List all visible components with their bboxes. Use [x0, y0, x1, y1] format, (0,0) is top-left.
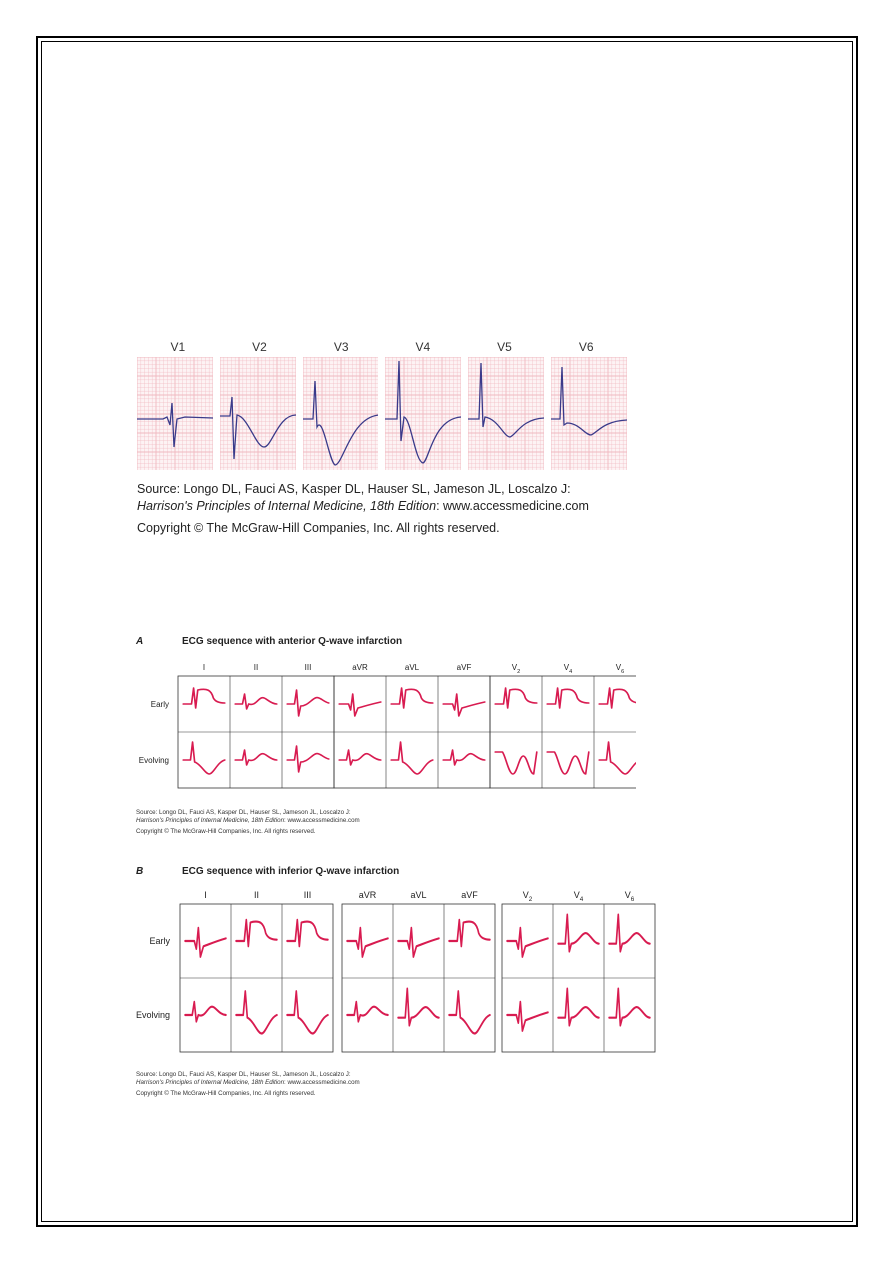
ecg-trace: [398, 989, 439, 1026]
ecg-trace: [449, 920, 490, 946]
row-label: Early: [149, 936, 170, 946]
ecg-trace: [495, 688, 537, 708]
ecg-trace: [507, 1002, 548, 1031]
ecg-trace: [443, 750, 485, 765]
lead-label: V2: [252, 340, 267, 354]
lead-label: V5: [497, 340, 512, 354]
lead-label: aVL: [404, 663, 420, 672]
ecg-trace: [391, 742, 433, 774]
ecg-panel-v2: [220, 357, 296, 470]
ecg-trace: [599, 688, 636, 708]
lead-label: $V_2$: [522, 890, 533, 903]
ecg-panel-v5: [468, 357, 544, 470]
ecg-trace: [236, 991, 277, 1033]
lead-label: aVR: [358, 890, 377, 900]
figure1-source: Source: Longo DL, Fauci AS, Kasper DL, Hauser SL, Jameson JL, Loscalzo J: Harrison's Principles of Internal Medicine, 18th Edition: www.accessmedicine.com: [137, 482, 589, 513]
lead-label: I: [202, 663, 206, 672]
lead-label: aVF: [456, 663, 472, 672]
ecg-trace: [398, 928, 439, 957]
ecg-trace: [599, 742, 636, 774]
ecg-panel-v3: [303, 357, 379, 470]
ecg-panel-v1: [137, 357, 213, 470]
ecg-trace: [235, 694, 277, 709]
figure1-copyright: Copyright © The McGraw-Hill Companies, Inc. All rights reserved.: [137, 521, 500, 535]
lead-label: V3: [333, 340, 349, 354]
ecg-trace: [236, 920, 277, 946]
ecg-trace: [558, 915, 599, 952]
ecg-trace: [287, 690, 329, 716]
ecg-trace: [185, 1002, 226, 1022]
lead-label: III: [304, 663, 312, 672]
ecg-trace: [185, 928, 226, 957]
lead-label: aVL: [410, 890, 427, 900]
ecg-trace: [347, 1002, 388, 1022]
row-label: Evolving: [136, 1010, 170, 1020]
lead-label: II: [253, 890, 260, 900]
ecg-trace: [235, 750, 277, 765]
lead-label: II: [253, 663, 259, 672]
ecg-trace: [339, 750, 381, 765]
ecg-trace: [339, 694, 381, 716]
figure-a-ecg-grid: [136, 652, 636, 796]
precordial-ecg-figure: [137, 340, 627, 535]
lead-label: $V_4$: [563, 663, 573, 675]
lead-label: $V_2$: [511, 663, 521, 675]
lead-label: $V_4$: [573, 890, 584, 903]
figure-b-copyright: Copyright © The McGraw-Hill Companies, Inc. All rights reserved.: [136, 1090, 316, 1097]
lead-label: aVR: [352, 663, 368, 672]
lead-label: III: [303, 890, 312, 900]
ecg-trace: [347, 928, 388, 957]
ecg-trace: [507, 928, 548, 957]
ecg-trace: [287, 746, 329, 772]
ecg-trace: [391, 688, 433, 708]
ecg-trace: [287, 920, 328, 946]
lead-label: aVF: [461, 890, 478, 900]
figure-b: [136, 866, 656, 1098]
ecg-trace: [547, 688, 589, 708]
ecg-trace: [495, 752, 537, 774]
row-label: Early: [150, 700, 169, 709]
ecg-trace: [609, 915, 650, 952]
figure-title: ECG sequence with anterior Q-wave infarction: [182, 636, 403, 647]
figure-b-heading: [136, 866, 656, 882]
figure-title: ECG sequence with inferior Q-wave infarction: [182, 866, 400, 877]
lead-label: $V_6$: [624, 890, 635, 903]
ecg-trace: [287, 991, 328, 1033]
lead-label: V6: [578, 340, 594, 354]
ecg-trace: [183, 688, 225, 708]
figure-a-source: Source: Longo DL, Fauci AS, Kasper DL, Hauser SL, Jameson JL, Loscalzo J: Harrison's Principles of Internal Medicine, 18th Edition: www.accessmedicine.com: [136, 809, 360, 824]
ecg-panel-v4: [385, 357, 461, 470]
lead-label: V4: [415, 340, 431, 354]
ecg-trace: [547, 752, 589, 774]
figure-a-copyright: Copyright © The McGraw-Hill Companies, Inc. All rights reserved.: [136, 828, 316, 835]
precordial-trace-row: [137, 357, 627, 470]
figure-letter: A: [136, 636, 144, 647]
lead-label: $V_6$: [615, 663, 625, 675]
ecg-trace: [609, 989, 650, 1026]
ecg-panel-v6: [551, 357, 627, 470]
ecg-trace: [449, 991, 490, 1033]
figure-a-heading: [136, 636, 636, 652]
lead-label: I: [204, 890, 207, 900]
figure-a: [136, 636, 636, 836]
ecg-trace: [558, 989, 599, 1026]
figure-letter: B: [136, 866, 144, 877]
row-label: Evolving: [138, 756, 169, 765]
ecg-trace: [183, 742, 225, 774]
lead-label: V1: [170, 340, 186, 354]
figure-b-ecg-grid: [136, 882, 656, 1058]
lead-label-row: [137, 340, 627, 354]
figure-b-source: Source: Longo DL, Fauci AS, Kasper DL, Hauser SL, Jameson JL, Loscalzo J: Harrison's Principles of Internal Medicine, 18th Edition: www.accessmedicine.com: [136, 1071, 360, 1086]
ecg-trace: [443, 694, 485, 716]
